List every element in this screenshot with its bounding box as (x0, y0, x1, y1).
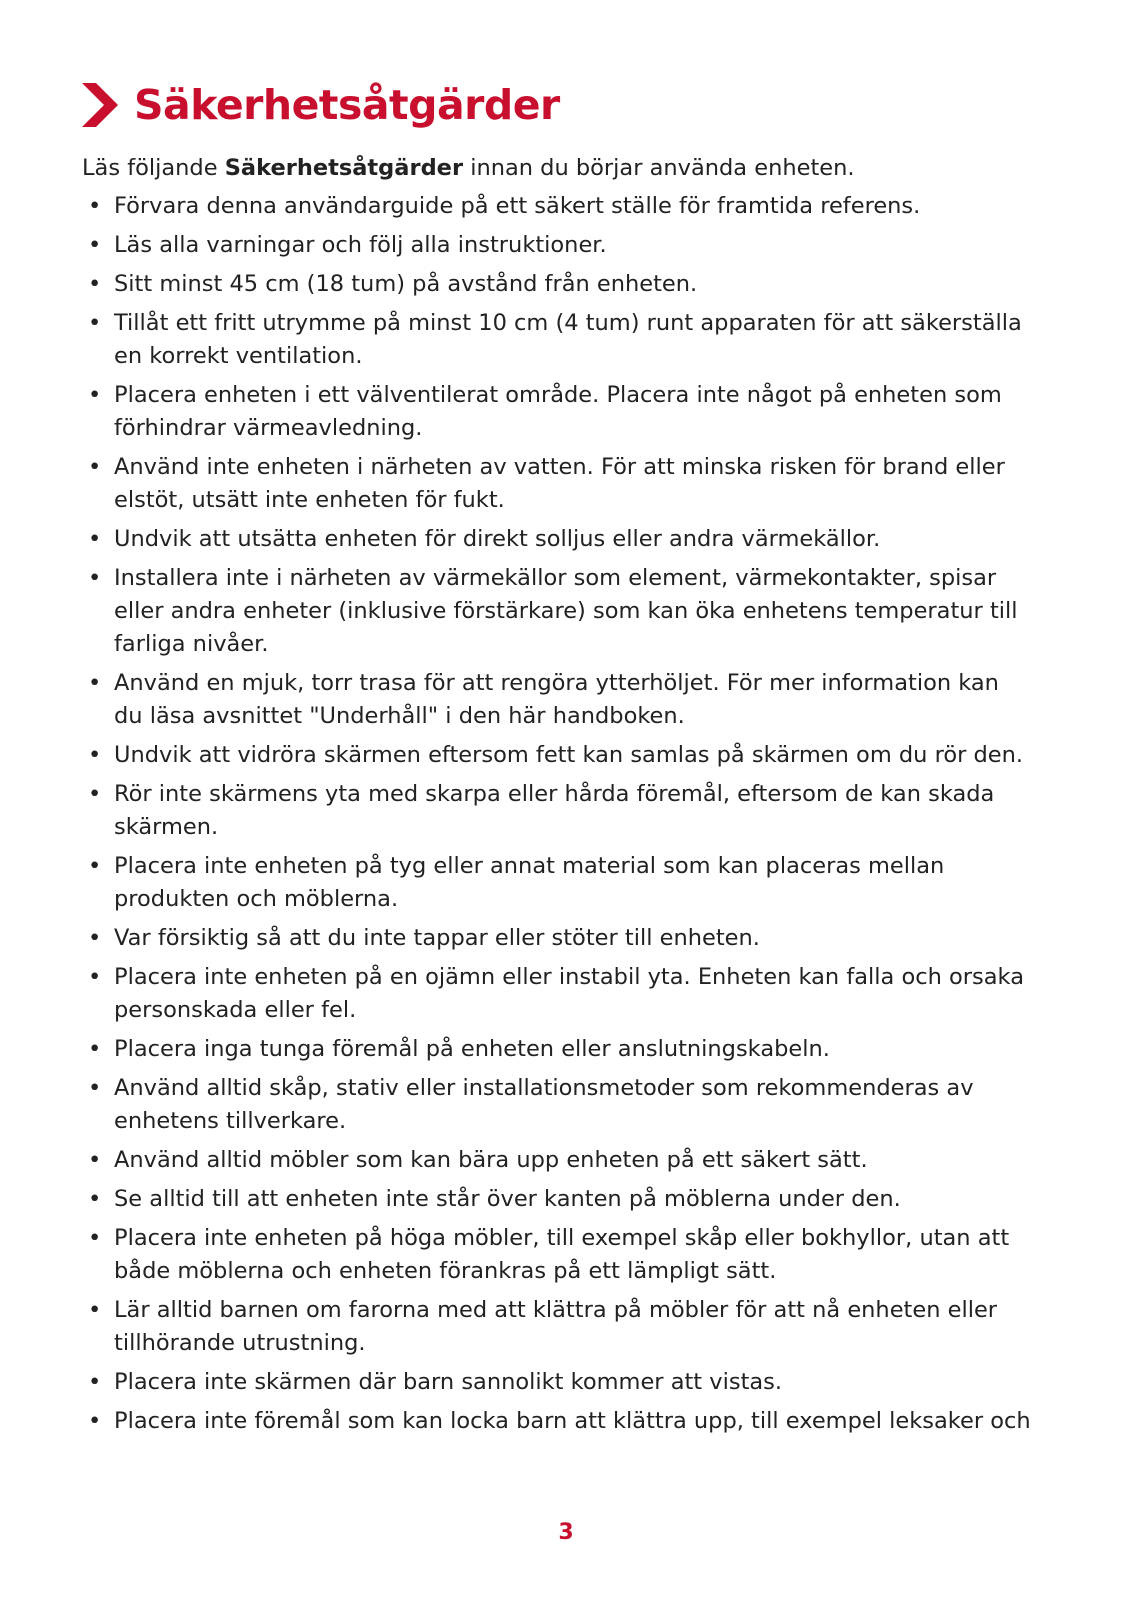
list-item-text-line: Tillåt ett fritt utrymme på minst 10 cm (4 tum) runt apparaten för att säkerställa (114, 310, 1022, 336)
list-item (82, 379, 1042, 445)
list-item-text-line: Placera inte enheten på höga möbler, till exempel skåp eller bokhyllor, utan att (114, 1225, 1010, 1251)
intro-text-after: innan du börjar använda enheten. (463, 155, 855, 181)
list-item-text-line: Var försiktig så att du inte tappar eller stöter till enheten. (114, 925, 760, 951)
list-item (82, 562, 1042, 661)
list-item-text-line: Undvik att utsätta enheten för direkt solljus eller andra värmekällor. (114, 526, 881, 552)
bullet-dot: • (88, 1186, 102, 1212)
bullet-dot: • (88, 193, 102, 219)
bullet-dot: • (88, 382, 102, 408)
list-item-text-line: Placera inte skärmen där barn sannolikt kommer att vistas. (114, 1369, 783, 1395)
list-item (82, 268, 1042, 301)
list-item (82, 778, 1042, 844)
list-item-text-line: Läs alla varningar och följ alla instruktioner. (114, 232, 607, 258)
list-item-text-line: Placera inte föremål som kan locka barn att klättra upp, till exempel leksaker och (114, 1408, 1031, 1434)
list-item (82, 229, 1042, 262)
list-item-text-line: förhindrar värmeavledning. (114, 415, 423, 441)
list-item (82, 1222, 1042, 1288)
list-item (82, 1033, 1042, 1066)
bullet-dot: • (88, 1408, 102, 1434)
intro-paragraph (82, 152, 1062, 185)
bullet-dot: • (88, 310, 102, 336)
bullet-dot: • (88, 781, 102, 807)
list-item (82, 850, 1042, 916)
list-item (82, 961, 1042, 1027)
intro-text-bold: Säkerhetsåtgärder (224, 155, 464, 181)
bullet-dot: • (88, 1075, 102, 1101)
list-item-text-line: elstöt, utsätt inte enheten för fukt. (114, 487, 505, 513)
list-item-text-line: farliga nivåer. (114, 631, 269, 657)
bullet-dot: • (88, 964, 102, 990)
list-item-text-line: Förvara denna användarguide på ett säkert ställe för framtida referens. (114, 193, 921, 219)
list-item-text-line: en korrekt ventilation. (114, 343, 363, 369)
bullet-dot: • (88, 1036, 102, 1062)
list-item (82, 1183, 1042, 1216)
list-item (82, 1144, 1042, 1177)
list-item-text-line: Undvik att vidröra skärmen eftersom fett kan samlas på skärmen om du rör den. (114, 742, 1024, 768)
list-item-text-line: enhetens tillverkare. (114, 1108, 347, 1134)
list-item (82, 922, 1042, 955)
list-item-text-line: Använd alltid möbler som kan bära upp enheten på ett säkert sätt. (114, 1147, 868, 1173)
list-item (82, 307, 1042, 373)
list-item-text-line: eller andra enheter (inklusive förstärkare) som kan öka enhetens temperatur till (114, 598, 1018, 624)
list-item (82, 523, 1042, 556)
list-item-text-line: skärmen. (114, 814, 219, 840)
list-item-text-line: Rör inte skärmens yta med skarpa eller hårda föremål, eftersom de kan skada (114, 781, 995, 807)
list-item-text-line: Sitt minst 45 cm (18 tum) på avstånd från enheten. (114, 271, 698, 297)
bullet-dot: • (88, 526, 102, 552)
bullet-dot: • (88, 742, 102, 768)
bullet-dot: • (88, 271, 102, 297)
list-item-text-line: Använd en mjuk, torr trasa för att rengöra ytterhöljet. För mer information kan (114, 670, 999, 696)
list-item-text-line: Använd inte enheten i närheten av vatten. För att minska risken för brand eller (114, 454, 1005, 480)
list-item-text-line: Placera inte enheten på tyg eller annat material som kan placeras mellan (114, 853, 945, 879)
list-item-text-line: Se alltid till att enheten inte står över kanten på möblerna under den. (114, 1186, 901, 1212)
bullet-dot: • (88, 1147, 102, 1173)
list-item-text-line: Placera enheten i ett välventilerat område. Placera inte något på enheten som (114, 382, 1002, 408)
chevron-right-icon (80, 81, 120, 129)
list-item-text-line: personskada eller fel. (114, 997, 357, 1023)
bullet-dot: • (88, 670, 102, 696)
list-item (82, 451, 1042, 517)
list-item (82, 739, 1042, 772)
section-heading (80, 78, 560, 132)
bullet-dot: • (88, 1297, 102, 1323)
bullet-dot: • (88, 1369, 102, 1395)
page-title: Säkerhetsåtgärder (134, 81, 560, 129)
list-item-text-line: Använd alltid skåp, stativ eller installationsmetoder som rekommenderas av (114, 1075, 974, 1101)
bullet-dot: • (88, 232, 102, 258)
safety-bullet-list (82, 190, 1042, 1444)
list-item (82, 1072, 1042, 1138)
list-item (82, 1294, 1042, 1360)
list-item-text-line: Installera inte i närheten av värmekällor som element, värmekontakter, spisar (114, 565, 997, 591)
list-item-text-line: tillhörande utrustning. (114, 1330, 366, 1356)
page-number: 3 (558, 1520, 574, 1545)
list-item (82, 1366, 1042, 1399)
list-item-text-line: Placera inga tunga föremål på enheten eller anslutningskabeln. (114, 1036, 830, 1062)
bullet-dot: • (88, 565, 102, 591)
bullet-dot: • (88, 925, 102, 951)
list-item (82, 190, 1042, 223)
intro-text-before: Läs följande (82, 155, 225, 181)
list-item-text-line: du läsa avsnittet "Underhåll" i den här handboken. (114, 703, 685, 729)
list-item (82, 1405, 1042, 1438)
list-item-text-line: Lär alltid barnen om farorna med att klättra på möbler för att nå enheten eller (114, 1297, 998, 1323)
bullet-dot: • (88, 1225, 102, 1251)
bullet-dot: • (88, 853, 102, 879)
list-item-text-line: Placera inte enheten på en ojämn eller instabil yta. Enheten kan falla och orsaka (114, 964, 1024, 990)
list-item-text-line: produkten och möblerna. (114, 886, 399, 912)
list-item-text-line: både möblerna och enheten förankras på ett lämpligt sätt. (114, 1258, 777, 1284)
list-item (82, 667, 1042, 733)
bullet-dot: • (88, 454, 102, 480)
